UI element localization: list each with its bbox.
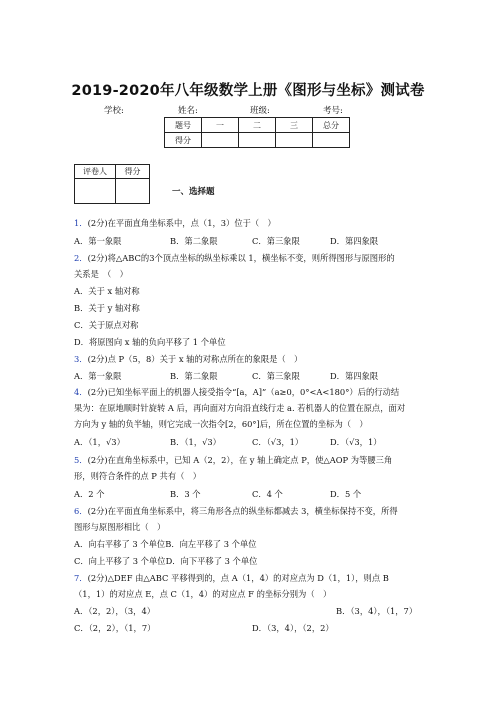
option: A．第一象限	[74, 236, 122, 246]
question-text: 方向为 y 轴的负半轴，则它完成一次指令[2，60°]后，所在位置的坐标为（ ）	[74, 419, 368, 429]
score-cell	[239, 133, 276, 148]
question-text: 果为：在原地顺时针旋转 A 后，再向面对方向沿直线行走 a. 若机器人的位置在原点，面对	[74, 403, 406, 413]
question-7-stem	[74, 574, 389, 582]
score-header-cell: 题号	[165, 118, 202, 133]
question-number: 3．	[74, 354, 88, 364]
question-1-stem	[74, 219, 276, 227]
class-label: 班级:	[250, 106, 270, 116]
question-2-stem	[74, 254, 395, 262]
exam-title: 2019-2020年八年级数学上册《图形与坐标》测试卷	[71, 83, 425, 99]
option: C．关于原点对称	[74, 320, 139, 330]
question-number: 1．	[74, 218, 88, 228]
grader-score-header: 得分	[116, 165, 150, 179]
score-cell	[202, 133, 239, 148]
option: A．（1，√3）	[74, 437, 125, 447]
grader-score-cell	[116, 179, 150, 204]
option: C．第三象限	[252, 371, 300, 381]
option: B．3 个	[170, 489, 201, 499]
question-text: 图形与原图形相比（ ）	[74, 522, 166, 532]
question-text: (2分)在平面直角坐标系中，点（1，3）位于（ ）	[87, 218, 276, 228]
option: A．向右平移了 3 个单位B．向左平移了 3 个单位	[74, 539, 257, 549]
score-cell	[276, 133, 313, 148]
question-text: (2分)在平面直角坐标系中，将三角形各点的纵坐标都减去 3，横坐标保持不变，所得	[87, 506, 398, 516]
grader-table	[74, 164, 150, 204]
option: B．（1，√3）	[170, 437, 221, 447]
option: C．4 个	[252, 489, 283, 499]
question-text: 形，则符合条件的点 P 共有（ ）	[74, 471, 202, 481]
question-6-stem	[74, 507, 398, 515]
option: D．第四象限	[330, 371, 379, 381]
grader-header: 评卷人	[75, 165, 116, 179]
grader-cell	[75, 179, 116, 204]
question-4-stem	[74, 388, 399, 396]
score-header-cell: 三	[276, 118, 313, 133]
option: C．（2，2），（1，7）	[74, 623, 156, 633]
question-number: 7．	[74, 573, 88, 583]
option: C．（√3，1）	[252, 437, 304, 447]
question-text: (2分)点 P（5，8）关于 x 轴的对称点所在的象限是（ ）	[87, 354, 303, 364]
option: C．第三象限	[252, 236, 300, 246]
option: D．将原图向 x 轴的负向平移了 1 个单位	[74, 337, 226, 347]
score-table	[164, 117, 350, 148]
option: B．第二象限	[170, 371, 218, 381]
exam-number-label: 考号:	[323, 106, 343, 116]
score-header-cell: 二	[239, 118, 276, 133]
question-text: (2分)已知坐标平面上的机器人接受指令“[a，A]”（a≥0，0°<A<180°）后的行动结	[87, 387, 400, 397]
question-number: 4．	[74, 387, 88, 397]
option: B．第二象限	[170, 236, 218, 246]
question-number: 2．	[74, 253, 88, 263]
option: A．（2，2），（3，4）	[74, 606, 156, 616]
section-heading: 一、选择题	[172, 187, 215, 197]
option: A．第一象限	[74, 371, 122, 381]
option: C．向上平移了 3 个单位D．向下平移了 3 个单位	[74, 556, 258, 566]
question-number: 6．	[74, 506, 88, 516]
option: A．关于 x 轴对称	[74, 286, 140, 296]
question-number: 5．	[74, 455, 88, 465]
score-row-label: 得分	[165, 133, 202, 148]
option: B．关于 y 轴对称	[74, 303, 140, 313]
question-3-stem	[74, 355, 302, 363]
option: D．第四象限	[330, 236, 379, 246]
option: D．5 个	[330, 489, 362, 499]
option: D．（√3，1）	[330, 437, 382, 447]
option: A．2 个	[74, 489, 105, 499]
school-label: 学校:	[104, 106, 124, 116]
question-5-stem	[74, 456, 392, 464]
score-cell	[313, 133, 350, 148]
score-header-cell: 总分	[313, 118, 350, 133]
question-text: 关系是 （ ）	[74, 269, 128, 279]
option: D．（3，4），（2，2）	[252, 623, 334, 633]
score-header-cell: 一	[202, 118, 239, 133]
question-text: (2分)将△ABC的3个顶点坐标的纵坐标乘以 1，横坐标不变，则所得图形与原图形的	[87, 253, 395, 263]
name-label: 姓名:	[178, 106, 198, 116]
question-text: （1，1）的对应点 E，点 C（1，4）的对应点 F 的坐标分别为（ ）	[74, 589, 332, 599]
question-text: (2分)△DEF 由△ABC 平移得到的，点 A（1，4）的对应点为 D（1，1），则点 B	[87, 573, 389, 583]
option: B．（3，4），（1，7）	[336, 606, 418, 616]
question-text: (2分)在直角坐标系中，已知 A（2，2），在 y 轴上确定点 P，使△AOP 为等腰三角	[87, 455, 393, 465]
